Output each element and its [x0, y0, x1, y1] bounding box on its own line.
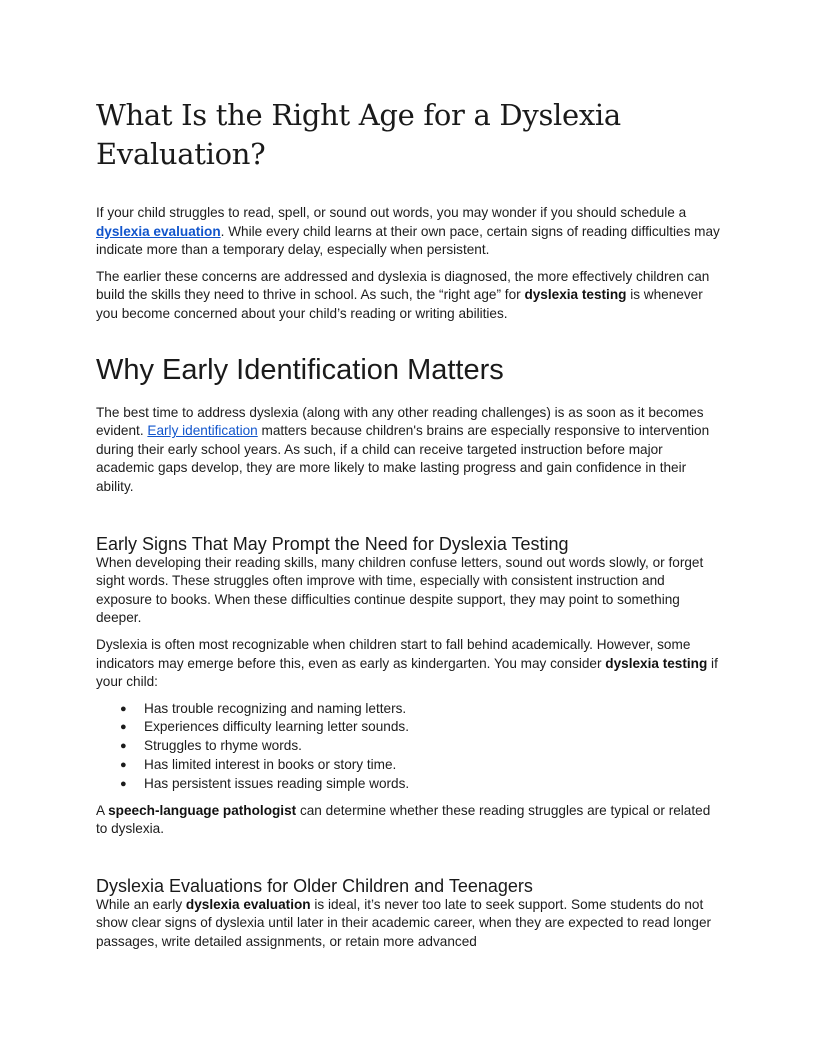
section2-paragraph-1: When developing their reading skills, many children confuse letters, sound out words slowly, or forget sight words. These struggles often improve with time, especially with consistent instruction and exposure to books. When these difficulties continue despite support, they may point to something deeper. — [96, 554, 704, 626]
page-title: What Is the Right Age for a Dyslexia Evaluation? — [96, 98, 621, 171]
section-heading-early-signs: Early Signs That May Prompt the Need for Dyslexia Testing — [96, 533, 569, 554]
intro-p2-text-b: is whenever you become concerned about your child’s reading or writing abilities. — [96, 287, 703, 321]
list-item-text: Has persistent issues reading simple words. — [144, 775, 410, 791]
bullet-icon: ● — [120, 740, 127, 753]
bullet-icon: ● — [120, 702, 127, 715]
bullet-icon: ● — [120, 759, 127, 772]
list-item — [96, 700, 720, 719]
dyslexia-evaluation-link[interactable]: dyslexia evaluation — [96, 223, 221, 239]
list-item — [96, 775, 720, 794]
section2-paragraph-3 — [96, 802, 720, 839]
intro-p1-text-b: . While every child learns at their own pace, certain signs of reading difficulties may indicate more than a temporary delay, especially when persistent. — [96, 223, 720, 258]
intro-paragraph-1 — [96, 204, 720, 260]
list-item — [96, 718, 720, 737]
section2-p2-bold: dyslexia testing — [605, 655, 708, 671]
intro-p1-text-a: If your child struggles to read, spell, or sound out words, you may wonder if you should schedule a — [96, 205, 687, 220]
bullet-icon: ● — [120, 777, 127, 790]
section3-p1-bold: dyslexia evaluation — [185, 896, 311, 912]
section2-p3-text-b: can determine whether these reading struggles are typical or related to dyslexia. — [96, 802, 711, 837]
list-item — [96, 756, 720, 775]
section1-paragraph-1 — [96, 404, 720, 497]
document-page — [96, 96, 720, 952]
list-item-text: Has trouble recognizing and naming letters. — [144, 700, 407, 716]
signs-list — [96, 700, 720, 794]
section1-p1-text-b: matters because children's brains are especially responsive to intervention during their early school years. As such, if a child can receive targeted instruction before major academic gaps develop, they are more likely to make lasting progress and gain confidence in their ability. — [96, 423, 710, 494]
list-item — [96, 737, 720, 756]
section2-paragraph-2 — [96, 636, 720, 692]
intro-p2-text-a: The earlier these concerns are addressed and dyslexia is diagnosed, the more effectively children can build the skills they need to thrive in school. As such, the “right age” for — [96, 268, 710, 303]
section2-p3-bold: speech-language pathologist — [108, 802, 297, 818]
section-heading-older-children: Dyslexia Evaluations for Older Children and Teenagers — [96, 875, 533, 896]
intro-p2-bold: dyslexia testing — [524, 287, 627, 303]
bullet-icon: ● — [120, 721, 127, 734]
list-item-text: Struggles to rhyme words. — [144, 738, 302, 754]
list-item-text: Experiences difficulty learning letter sounds. — [144, 719, 409, 735]
section3-p1-text-a: While an early — [96, 896, 186, 912]
section3-p1-text-b: is ideal, it’s never too late to seek support. Some students do not show clear signs of dyslexia until later in their academic career, when they are expected to read longer passages, write detailed assignments, or retain more advanced — [96, 896, 712, 950]
list-item-text: Has limited interest in books or story time. — [144, 757, 397, 773]
early-identification-link[interactable]: Early identification — [147, 423, 258, 439]
section1-p1-text-a: The best time to address dyslexia (along with any other reading challenges) is as soon as it becomes evident. — [96, 404, 704, 439]
section2-p3-text-a: A — [96, 802, 109, 818]
section3-paragraph-1 — [96, 896, 720, 952]
section2-p2-text-a: Dyslexia is often most recognizable when children start to fall behind academically. However, some indicators may emerge before this, even as early as kindergarten. You may consider — [96, 636, 691, 671]
section-heading-why-early: Why Early Identification Matters — [96, 353, 504, 386]
section2-p2-text-b: if your child: — [96, 655, 718, 690]
intro-paragraph-2 — [96, 268, 720, 324]
